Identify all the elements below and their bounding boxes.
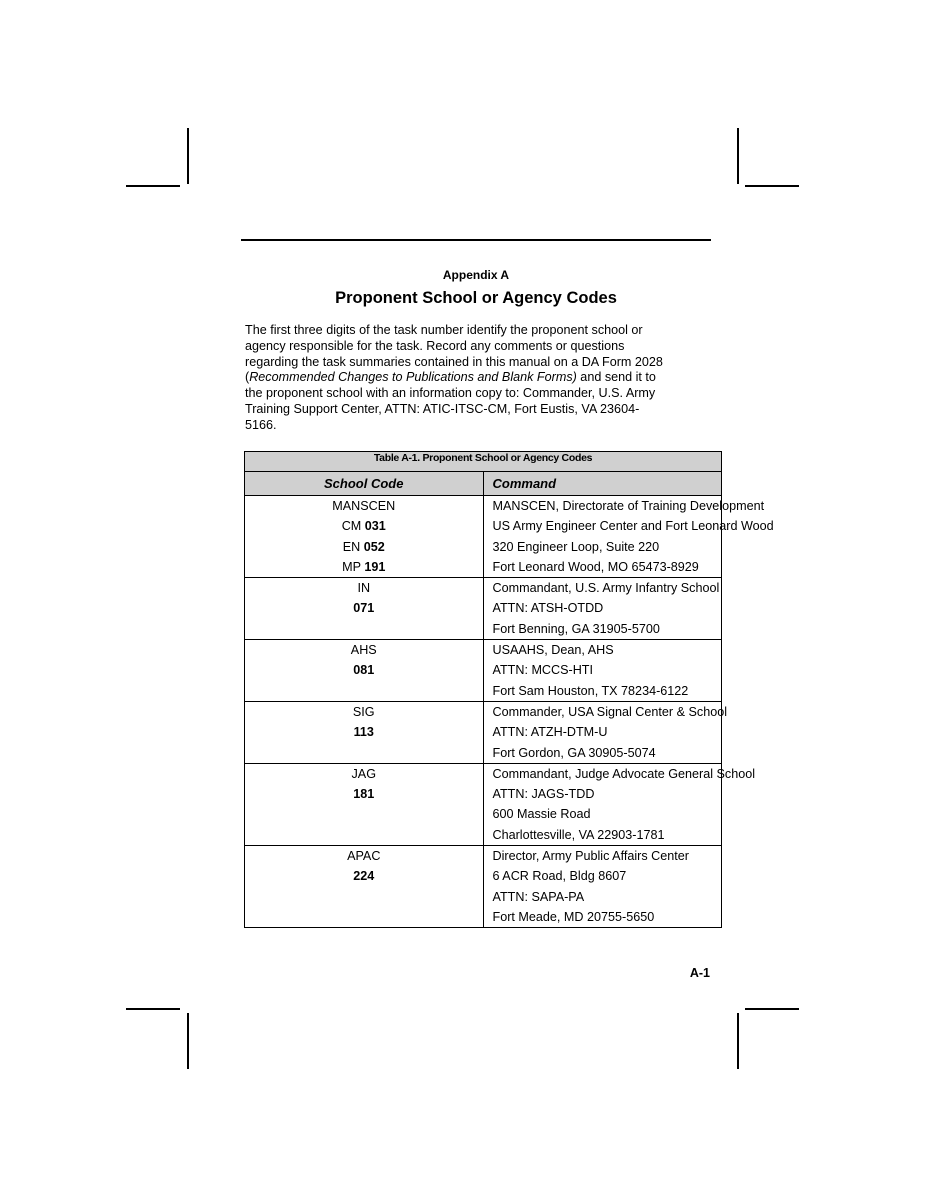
school-code-prefix: MP	[342, 559, 365, 574]
crop-mark-top-right-horizontal	[745, 185, 799, 187]
intro-line: Training Support Center, ATTN: ATIC-ITSC-CM, Fort Eustis, VA 23604-	[245, 401, 640, 416]
school-code-prefix: MANSCEN	[332, 499, 396, 513]
crop-mark-bottom-right-horizontal	[745, 1008, 799, 1010]
school-code-number: 224	[353, 869, 375, 884]
school-code-number: 052	[363, 539, 385, 554]
school-code-line	[245, 702, 483, 722]
command-line: 320 Engineer Loop, Suite 220	[492, 539, 660, 554]
school-code-line	[245, 557, 483, 577]
intro-line	[245, 370, 710, 386]
command-line: USAAHS, Dean, AHS	[492, 643, 614, 658]
command-cell	[483, 496, 774, 578]
intro-form-title: Recommended Changes to Publications and Blank Forms)	[249, 370, 577, 385]
command-cell	[483, 640, 721, 702]
header-command: Command	[483, 472, 721, 496]
command-line: ATTN: MCCS-HTI	[492, 663, 594, 678]
command-line: ATTN: JAGS-TDD	[492, 787, 595, 802]
header-school-code: School Code	[245, 472, 483, 496]
school-code-line	[245, 660, 483, 680]
table-row	[245, 846, 721, 928]
school-code-line	[245, 764, 483, 784]
command-line: Fort Meade, MD 20755-5650	[492, 909, 655, 924]
school-code-number: 031	[364, 519, 386, 534]
crop-mark-top-right-vertical	[737, 128, 739, 184]
school-code-line	[245, 598, 483, 618]
school-code-line	[245, 578, 483, 598]
table-row	[245, 763, 721, 845]
table-row	[245, 640, 721, 702]
school-code-line	[245, 846, 483, 866]
table-row	[245, 701, 721, 763]
crop-mark-bottom-left-horizontal	[126, 1008, 180, 1010]
command-line: Commander, USA Signal Center & School	[492, 704, 728, 719]
school-code-prefix: IN	[357, 581, 371, 596]
command-line: Charlottesville, VA 22903-1781	[492, 827, 665, 842]
command-cell	[483, 701, 728, 763]
command-line: ATTN: SAPA-PA	[492, 889, 585, 904]
table-row	[245, 496, 721, 578]
command-line: Fort Sam Houston, TX 78234-6122	[492, 683, 689, 698]
school-code-cell	[245, 578, 483, 640]
crop-mark-bottom-right-vertical	[737, 1013, 739, 1069]
command-line: Fort Gordon, GA 30905-5074	[492, 745, 656, 760]
crop-mark-bottom-left-vertical	[187, 1013, 189, 1069]
school-code-cell	[245, 846, 483, 928]
school-code-line	[245, 537, 483, 557]
school-code-number: 181	[353, 787, 375, 802]
school-code-line	[245, 496, 483, 516]
codes-table	[244, 451, 774, 928]
school-code-number: 113	[353, 725, 374, 740]
crop-mark-top-left-horizontal	[126, 185, 180, 187]
page-title: Proponent School or Agency Codes	[335, 289, 617, 307]
command-line: 600 Massie Road	[492, 807, 591, 822]
school-code-prefix: APAC	[347, 849, 381, 864]
intro-paragraph	[245, 323, 710, 434]
command-line: MANSCEN, Directorate of Training Development	[492, 499, 765, 513]
command-line: 6 ACR Road, Bldg 8607	[492, 869, 627, 884]
command-line: Fort Leonard Wood, MO 65473-8929	[492, 559, 699, 574]
command-line: Director, Army Public Affairs Center	[492, 849, 689, 864]
table-caption: Table A-1. Proponent School or Agency Codes	[245, 452, 721, 472]
header-rule	[241, 239, 711, 241]
command-line: ATTN: ATSH-OTDD	[492, 601, 604, 616]
intro-line: regarding the task summaries contained in this manual on a DA Form 2028	[245, 354, 663, 369]
command-cell	[483, 578, 721, 640]
school-code-cell	[245, 496, 483, 578]
command-line: US Army Engineer Center and Fort Leonard Wood	[492, 519, 774, 534]
command-cell	[483, 763, 756, 845]
school-code-number: 081	[353, 663, 375, 678]
command-cell	[483, 846, 721, 928]
school-code-number: 071	[353, 601, 375, 616]
school-code-cell	[245, 701, 483, 763]
intro-line: agency responsible for the task. Record any comments or questions	[245, 338, 625, 353]
intro-line: the proponent school with an information copy to: Commander, U.S. Army	[245, 386, 656, 401]
school-code-cell	[245, 763, 483, 845]
intro-line: 5166.	[245, 417, 277, 432]
school-code-line	[245, 784, 483, 804]
table-body	[245, 496, 774, 928]
school-code-line	[245, 722, 483, 742]
appendix-label: Appendix A	[442, 268, 510, 282]
command-line: Fort Benning, GA 31905-5700	[492, 621, 660, 636]
intro-line: The first three digits of the task number identify the proponent school or	[245, 323, 643, 337]
school-code-prefix: AHS	[350, 643, 377, 658]
intro-line-rest: and send it to	[576, 370, 656, 385]
intro-open-paren: (	[245, 370, 250, 385]
command-line: Commandant, U.S. Army Infantry School	[492, 581, 720, 596]
school-code-cell	[245, 640, 483, 702]
school-code-line	[245, 866, 483, 886]
school-code-prefix: CM	[341, 519, 365, 534]
school-code-line	[245, 640, 483, 660]
school-code-prefix: EN	[342, 539, 364, 554]
school-code-prefix: JAG	[351, 766, 376, 781]
school-code-line	[245, 516, 483, 536]
command-line: ATTN: ATZH-DTM-U	[492, 725, 608, 740]
table-row	[245, 578, 721, 640]
command-line: Commandant, Judge Advocate General School	[492, 766, 756, 781]
school-code-prefix: SIG	[352, 704, 375, 719]
crop-mark-top-left-vertical	[187, 128, 189, 184]
page-number: A-1	[689, 966, 710, 980]
school-code-number: 191	[364, 559, 386, 574]
